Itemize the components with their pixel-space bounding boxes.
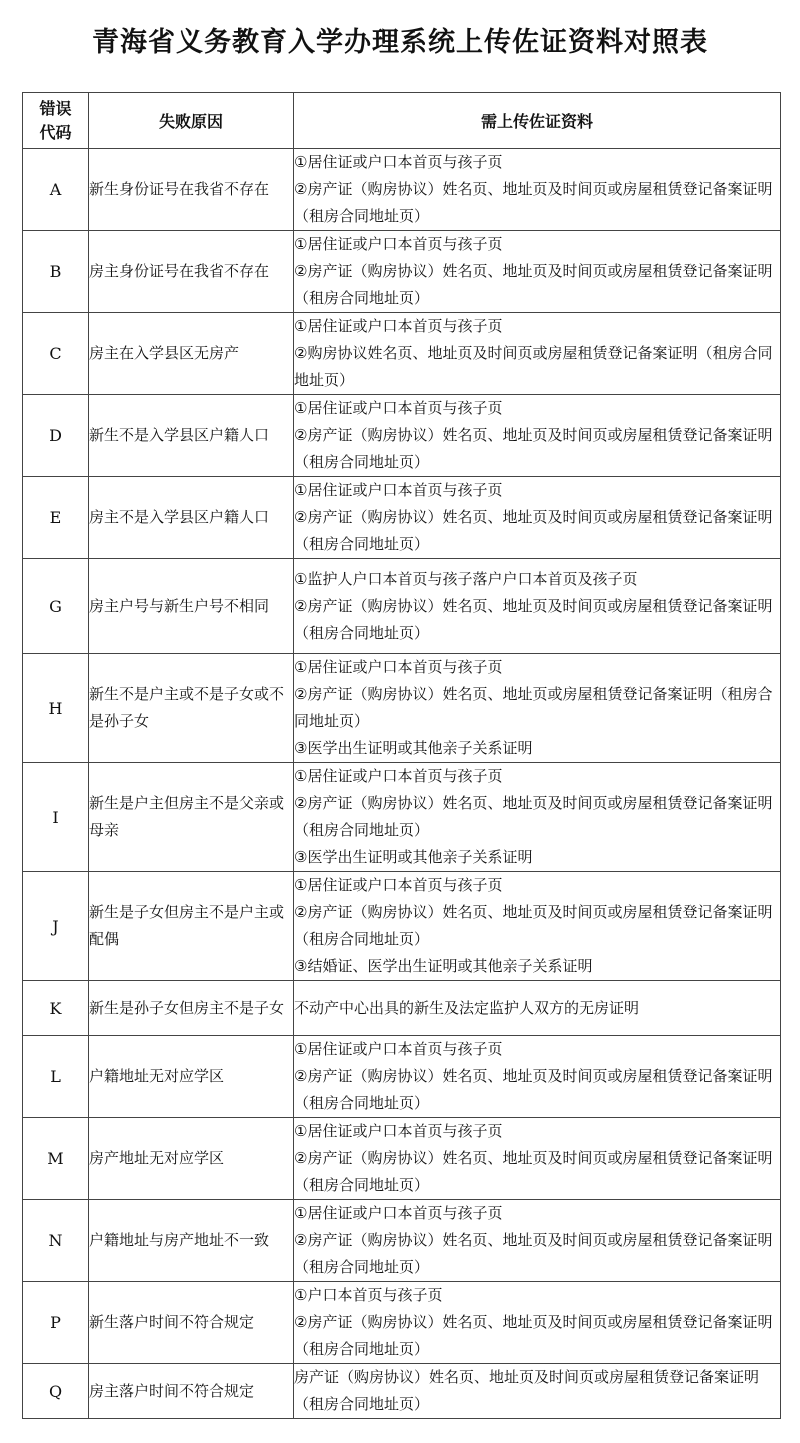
doc-item: ②房产证（购房协议）姓名页、地址页或房屋租赁登记备案证明（租房合同地址页） [294,685,773,730]
doc-item: ③结婚证、医学出生证明或其他亲子关系证明 [294,957,593,975]
header-error-code [23,93,89,149]
doc-item: ②房产证（购房协议）姓名页、地址页及时间页或房屋租赁登记备案证明（租房合同地址页） [294,1067,773,1112]
table-row [23,559,781,654]
doc-item: ①居住证或户口本首页与孩子页 [294,153,503,171]
error-code-cell: L [23,1036,89,1118]
header-code-line1: 错误 [39,98,72,118]
failure-reason-cell: 新生是子女但房主不是户主或配偶 [89,872,294,981]
doc-item: 房产证（购房协议）姓名页、地址页及时间页或房屋租赁登记备案证明（租房合同地址页） [294,1368,760,1413]
doc-item: ①居住证或户口本首页与孩子页 [294,767,503,785]
error-code-cell: D [23,395,89,477]
doc-item: ②房产证（购房协议）姓名页、地址页及时间页或房屋租赁登记备案证明（租房合同地址页） [294,1231,773,1276]
doc-item: ②房产证（购房协议）姓名页、地址页及时间页或房屋租赁登记备案证明（租房合同地址页） [294,262,773,307]
failure-reason-cell: 新生是户主但房主不是父亲或母亲 [89,763,294,872]
table-row [23,654,781,763]
required-docs-cell [294,1364,781,1419]
doc-item: ①居住证或户口本首页与孩子页 [294,658,503,676]
table-body [23,149,781,1419]
required-docs-cell [294,763,781,872]
header-required-docs: 需上传佐证资料 [294,93,781,149]
doc-item: ①监护人户口本首页与孩子落户户口本首页及孩子页 [294,569,638,588]
failure-reason-cell: 新生不是户主或不是子女或不是孙子女 [89,654,294,763]
required-docs-cell [294,559,781,654]
table-row [23,981,781,1036]
required-docs-cell [294,1282,781,1364]
table-row [23,1282,781,1364]
header-code-line2: 代码 [39,122,72,142]
error-code-cell: E [23,477,89,559]
table-row [23,477,781,559]
table-row [23,1200,781,1282]
error-code-cell: H [23,654,89,763]
table-header-row [23,93,781,149]
required-docs-cell [294,1118,781,1200]
doc-item: ①居住证或户口本首页与孩子页 [294,876,503,894]
doc-item: ②房产证（购房协议）姓名页、地址页及时间页或房屋租赁登记备案证明（租房合同地址页） [294,508,773,553]
doc-item: 不动产中心出具的新生及法定监护人双方的无房证明 [294,998,640,1017]
error-code-cell: N [23,1200,89,1282]
error-code-cell: C [23,313,89,395]
failure-reason-cell: 户籍地址无对应学区 [89,1036,294,1118]
failure-reason-cell: 房产地址无对应学区 [89,1118,294,1200]
required-docs-cell [294,1036,781,1118]
doc-item: ②房产证（购房协议）姓名页、地址页及时间页或房屋租赁登记备案证明（租房合同地址页） [294,180,773,225]
required-docs-cell [294,149,781,231]
doc-item: ②房产证（购房协议）姓名页、地址页及时间页或房屋租赁登记备案证明（租房合同地址页） [294,794,773,839]
doc-item: ①户口本首页与孩子页 [294,1286,443,1304]
table-row [23,872,781,981]
doc-item: ②房产证（购房协议）姓名页、地址页及时间页或房屋租赁登记备案证明（租房合同地址页） [294,903,773,948]
error-code-cell: A [23,149,89,231]
document-title: 青海省义务教育入学办理系统上传佐证资料对照表 [92,27,708,58]
failure-reason-cell: 户籍地址与房产地址不一致 [89,1200,294,1282]
error-code-cell: B [23,231,89,313]
doc-item: ③医学出生证明或其他亲子关系证明 [294,848,533,866]
failure-reason-cell: 新生不是入学县区户籍人口 [89,395,294,477]
doc-item: ②房产证（购房协议）姓名页、地址页及时间页或房屋租赁登记备案证明（租房合同地址页） [294,1149,773,1194]
required-docs-cell [294,1200,781,1282]
table-row [23,149,781,231]
doc-item: ③医学出生证明或其他亲子关系证明 [294,739,533,757]
error-code-cell: M [23,1118,89,1200]
error-code-cell: G [23,559,89,654]
table-row [23,231,781,313]
required-docs-cell [294,231,781,313]
table-row [23,313,781,395]
error-code-cell: J [23,872,89,981]
required-docs-cell [294,477,781,559]
error-code-cell: I [23,763,89,872]
doc-item: ①居住证或户口本首页与孩子页 [294,1122,503,1140]
required-docs-cell [294,872,781,981]
required-docs-cell [294,981,781,1036]
doc-item: ②房产证（购房协议）姓名页、地址页及时间页或房屋租赁登记备案证明（租房合同地址页） [294,1313,773,1358]
doc-item: ②房产证（购房协议）姓名页、地址页及时间页或房屋租赁登记备案证明（租房合同地址页） [294,426,773,471]
table-row [23,1118,781,1200]
failure-reason-cell: 房主身份证号在我省不存在 [89,231,294,313]
table-row [23,395,781,477]
failure-reason-cell: 房主户号与新生户号不相同 [89,559,294,654]
error-code-cell: P [23,1282,89,1364]
required-docs-cell [294,395,781,477]
required-docs-cell [294,654,781,763]
doc-item: ①居住证或户口本首页与孩子页 [294,317,503,335]
doc-item: ②房产证（购房协议）姓名页、地址页及时间页或房屋租赁登记备案证明（租房合同地址页） [294,596,773,642]
table-row [23,763,781,872]
error-code-cell: K [23,981,89,1036]
doc-item: ①居住证或户口本首页与孩子页 [294,399,503,417]
header-failure-reason: 失败原因 [89,93,294,149]
doc-item: ①居住证或户口本首页与孩子页 [294,481,503,499]
doc-item: ①居住证或户口本首页与孩子页 [294,1040,503,1058]
failure-reason-cell: 新生落户时间不符合规定 [89,1282,294,1364]
failure-reason-cell: 房主落户时间不符合规定 [89,1364,294,1419]
doc-item: ①居住证或户口本首页与孩子页 [294,1204,503,1222]
evidence-table [22,92,781,1419]
failure-reason-cell: 新生是孙子女但房主不是子女 [89,981,294,1036]
error-code-cell: Q [23,1364,89,1419]
failure-reason-cell: 房主在入学县区无房产 [89,313,294,395]
failure-reason-cell: 房主不是入学县区户籍人口 [89,477,294,559]
doc-item: ②购房协议姓名页、地址页及时间页或房屋租赁登记备案证明（租房合同地址页） [294,344,773,389]
table-row [23,1364,781,1419]
failure-reason-cell: 新生身份证号在我省不存在 [89,149,294,231]
table-row [23,1036,781,1118]
doc-item: ①居住证或户口本首页与孩子页 [294,235,503,253]
required-docs-cell [294,313,781,395]
